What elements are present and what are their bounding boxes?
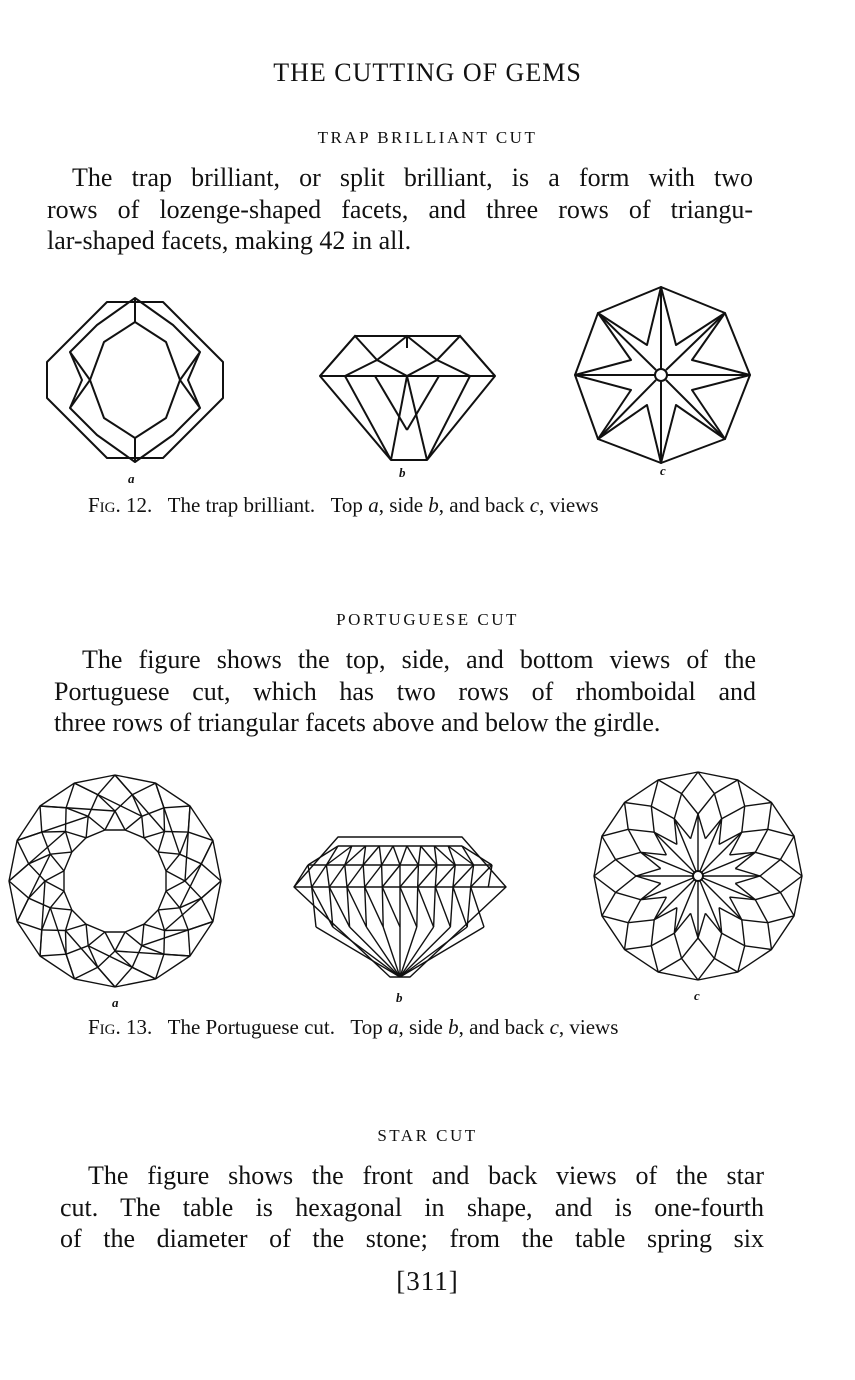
figure-12-label-a: a	[128, 471, 135, 486]
caption-text: Top	[350, 1015, 383, 1039]
text-line: lar-shaped facets, making 42 in all.	[47, 226, 412, 255]
text-line: three rows of triangular facets above and below the girdle.	[54, 708, 661, 737]
figure-12-label-c: c	[660, 463, 666, 478]
paragraph-portuguese-cut	[54, 644, 756, 739]
figure-12b-trap-brilliant-side-view	[315, 330, 500, 465]
text-line: of the diameter of the stone; from the table spring six	[60, 1224, 764, 1253]
caption-text: , views	[558, 1015, 619, 1039]
caption-view-a: a	[388, 1015, 399, 1039]
text-line: The figure shows the front and back views of the star	[88, 1161, 764, 1190]
paragraph-star-cut	[60, 1160, 764, 1255]
figure-12-title: The trap brilliant.	[167, 493, 316, 517]
page-number: [311]	[396, 1266, 459, 1296]
caption-view-b: b	[428, 493, 439, 517]
caption-view-b: b	[448, 1015, 459, 1039]
section-heading-star-cut: STAR CUT	[377, 1126, 478, 1145]
figure-13-title: The Portuguese cut.	[167, 1015, 336, 1039]
figure-12c-trap-brilliant-back-view	[570, 283, 755, 468]
caption-text: , and back	[438, 493, 525, 517]
caption-text: , and back	[458, 1015, 545, 1039]
figure-12-caption	[88, 493, 599, 518]
figure-13-number: Fig. 13.	[88, 1015, 153, 1039]
figure-13b-portuguese-side-view	[290, 833, 510, 983]
figure-13c-portuguese-back-view	[590, 768, 806, 984]
figure-12a-trap-brilliant-top-view	[40, 290, 230, 470]
text-line: cut. The table is hexagonal in shape, and is one-fourth	[60, 1192, 764, 1222]
caption-text: , side	[378, 493, 424, 517]
caption-view-c: c	[549, 1015, 559, 1039]
section-heading-trap-brilliant: TRAP BRILLIANT CUT	[317, 128, 538, 147]
figure-13-label-c: c	[694, 988, 700, 1003]
section-heading-portuguese-cut: PORTUGUESE CUT	[336, 610, 519, 629]
running-head: THE CUTTING OF GEMS	[273, 58, 582, 87]
paragraph-trap-brilliant	[47, 162, 753, 257]
figure-13-label-b: b	[396, 990, 403, 1005]
text-line: The figure shows the top, side, and bottom views of the	[82, 645, 756, 674]
text-line: The trap brilliant, or split brilliant, is a form with two	[72, 163, 753, 192]
figure-13-caption	[88, 1015, 618, 1040]
caption-text: , side	[398, 1015, 443, 1039]
caption-text: , views	[539, 493, 599, 517]
figure-12-label-b: b	[399, 465, 406, 480]
caption-view-c: c	[529, 493, 540, 517]
text-line: rows of lozenge-shaped facets, and three rows of triangu-	[47, 194, 753, 224]
caption-view-a: a	[368, 493, 379, 517]
caption-text: Top	[330, 493, 363, 517]
figure-12-number: Fig. 12.	[88, 493, 153, 517]
text-line: Portuguese cut, which has two rows of rhomboidal and	[54, 676, 756, 706]
figure-13a-portuguese-top-view	[4, 770, 226, 992]
figure-13-label-a: a	[112, 995, 119, 1010]
